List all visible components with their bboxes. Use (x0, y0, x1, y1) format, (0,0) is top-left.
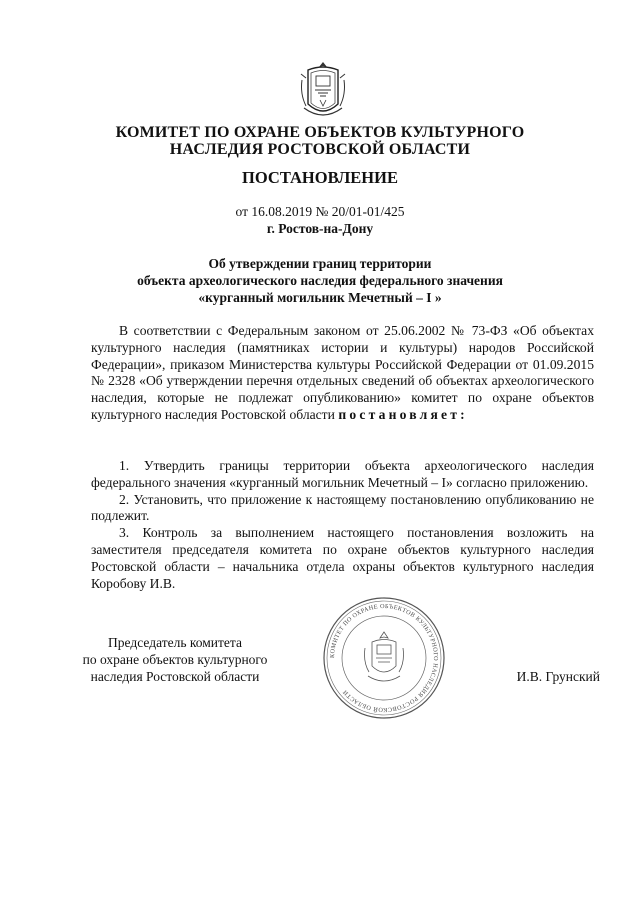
document-type: ПОСТАНОВЛЕНИЕ (242, 168, 398, 187)
decree-item-2: 2. Установить, что приложение к настоящему постановлению опубликованию не подлежит. (91, 491, 594, 524)
decree-items (91, 458, 594, 592)
preamble-paragraph (91, 323, 594, 424)
subject-line-1: Об утверждении границ территории (208, 256, 432, 271)
decree-item-1: 1. Утвердить границы территории объекта археологического наследия федерального значения «курганный могильник Мечетный – I» согласно приложению. (91, 458, 594, 490)
decree-item-3: 3. Контроль за выполнением настоящего постановления возложить на заместителя председателя комитета по охране объектов культурного наследия Ростовской области – начальника отдела охраны объектов культурного наследия Коробову И.В. (91, 525, 594, 591)
organization-name (60, 124, 580, 158)
official-round-seal-icon (320, 594, 448, 722)
document-subject (60, 255, 580, 306)
subject-line-2: объекта археологического наследия федерального значения (137, 273, 503, 288)
rostov-region-coat-of-arms-icon (298, 60, 348, 122)
signatory-title-line-1: Председатель комитета (108, 635, 242, 650)
decree-word: постановляет: (338, 406, 468, 422)
signatory-title-line-3: наследия Ростовской области (90, 669, 260, 684)
org-line-2: НАСЛЕДИЯ РОСТОВСКОЙ ОБЛАСТИ (169, 141, 471, 158)
preamble-text: В соответствии с Федеральным законом от 25.06.2002 № 73-ФЗ «Об объектах культурного наследия (памятниках истории и культуры) народов Российской Федерации», приказом Министерства культуры Российской Федерации от 01.09.2015 № 2328 «Об утверждении перечня отдельных сведений об объектах археологического наследия, которые не подлежат опубликованию» комитет по охране объектов культурного наследия Ростовской области (91, 323, 594, 422)
signatory-title-line-2: по охране объектов культурного (82, 652, 268, 667)
signatory-name: И.В. Грунский (516, 669, 600, 684)
document-date-number: от 16.08.2019 № 20/01-01/425 (235, 204, 405, 219)
signatory-title (60, 634, 290, 685)
document-city: г. Ростов-на-Дону (266, 221, 374, 236)
org-line-1: КОМИТЕТ ПО ОХРАНЕ ОБЪЕКТОВ КУЛЬТУРНОГО (115, 124, 525, 141)
seal-text-path: КОМИТЕТ ПО ОХРАНЕ ОБЪЕКТОВ КУЛЬТУРНОГО НАСЛЕДИЯ РОСТОВСКОЙ ОБЛАСТИ (328, 602, 440, 714)
subject-line-3: «курганный могильник Мечетный – I » (198, 290, 442, 305)
